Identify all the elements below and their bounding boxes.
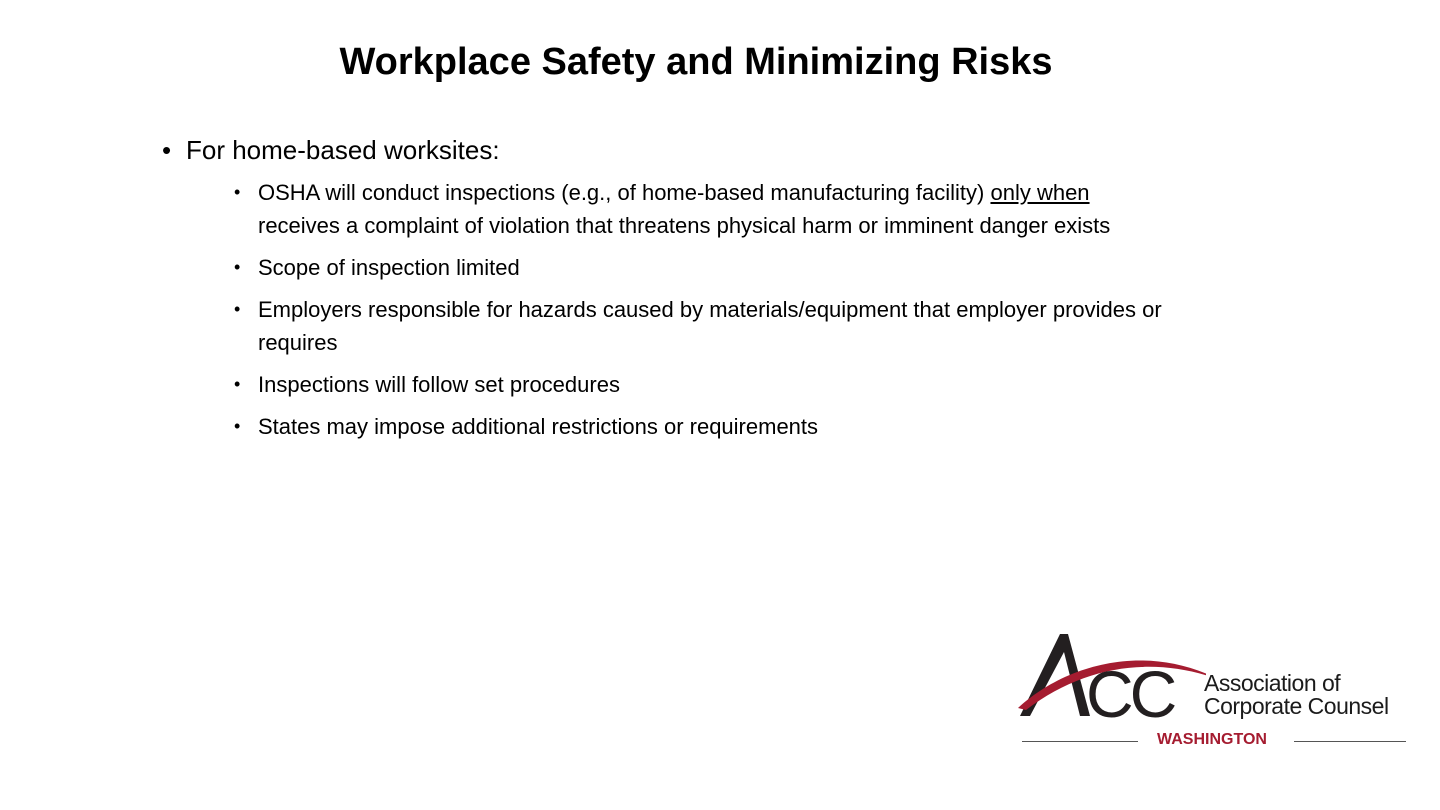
osha-text-underlined: only when bbox=[990, 180, 1090, 205]
scope-text: Scope of inspection limited bbox=[258, 255, 520, 280]
logo-rule-right bbox=[1294, 741, 1406, 742]
bullet-dot: • bbox=[234, 299, 241, 319]
acc-logo bbox=[1016, 628, 1408, 756]
procedures-text: Inspections will follow set procedures bbox=[258, 372, 620, 397]
main-bullet bbox=[162, 132, 1172, 443]
main-bullet-text: For home-based worksites: bbox=[186, 135, 500, 165]
bullet-dot: • bbox=[234, 257, 241, 277]
logo-org-line1: Association of bbox=[1204, 670, 1341, 696]
bullet-dot: • bbox=[162, 135, 172, 165]
sub-bullet-employers bbox=[234, 293, 1172, 359]
sub-bullet-osha bbox=[234, 176, 1172, 242]
bullet-dot: • bbox=[234, 182, 241, 202]
sub-bullet-procedures bbox=[234, 368, 1172, 401]
osha-text-start: OSHA will conduct inspections (e.g., of home-based manufacturing facility) bbox=[258, 180, 991, 205]
osha-text-end: receives a complaint of violation that threatens physical harm or imminent danger exists bbox=[258, 213, 1111, 238]
slide-title: Workplace Safety and Minimizing Risks bbox=[339, 41, 1053, 83]
logo-letters-cc: CC bbox=[1086, 657, 1174, 728]
employers-text: Employers responsible for hazards caused by materials/equipment that employer provides or requires bbox=[258, 297, 1162, 355]
sub-bullet-list bbox=[234, 176, 1172, 443]
logo-chapter: WASHINGTON bbox=[1157, 731, 1267, 748]
sub-bullet-scope bbox=[234, 251, 1172, 284]
acc-logo-mark bbox=[1016, 628, 1206, 728]
logo-org-line2: Corporate Counsel bbox=[1204, 693, 1389, 719]
bullet-list bbox=[162, 132, 1172, 452]
sub-bullet-states bbox=[234, 410, 1172, 443]
bullet-dot: • bbox=[234, 374, 241, 394]
logo-org-name bbox=[1204, 672, 1389, 718]
bullet-dot: • bbox=[234, 416, 241, 436]
states-text: States may impose additional restrictions or requirements bbox=[258, 414, 819, 439]
